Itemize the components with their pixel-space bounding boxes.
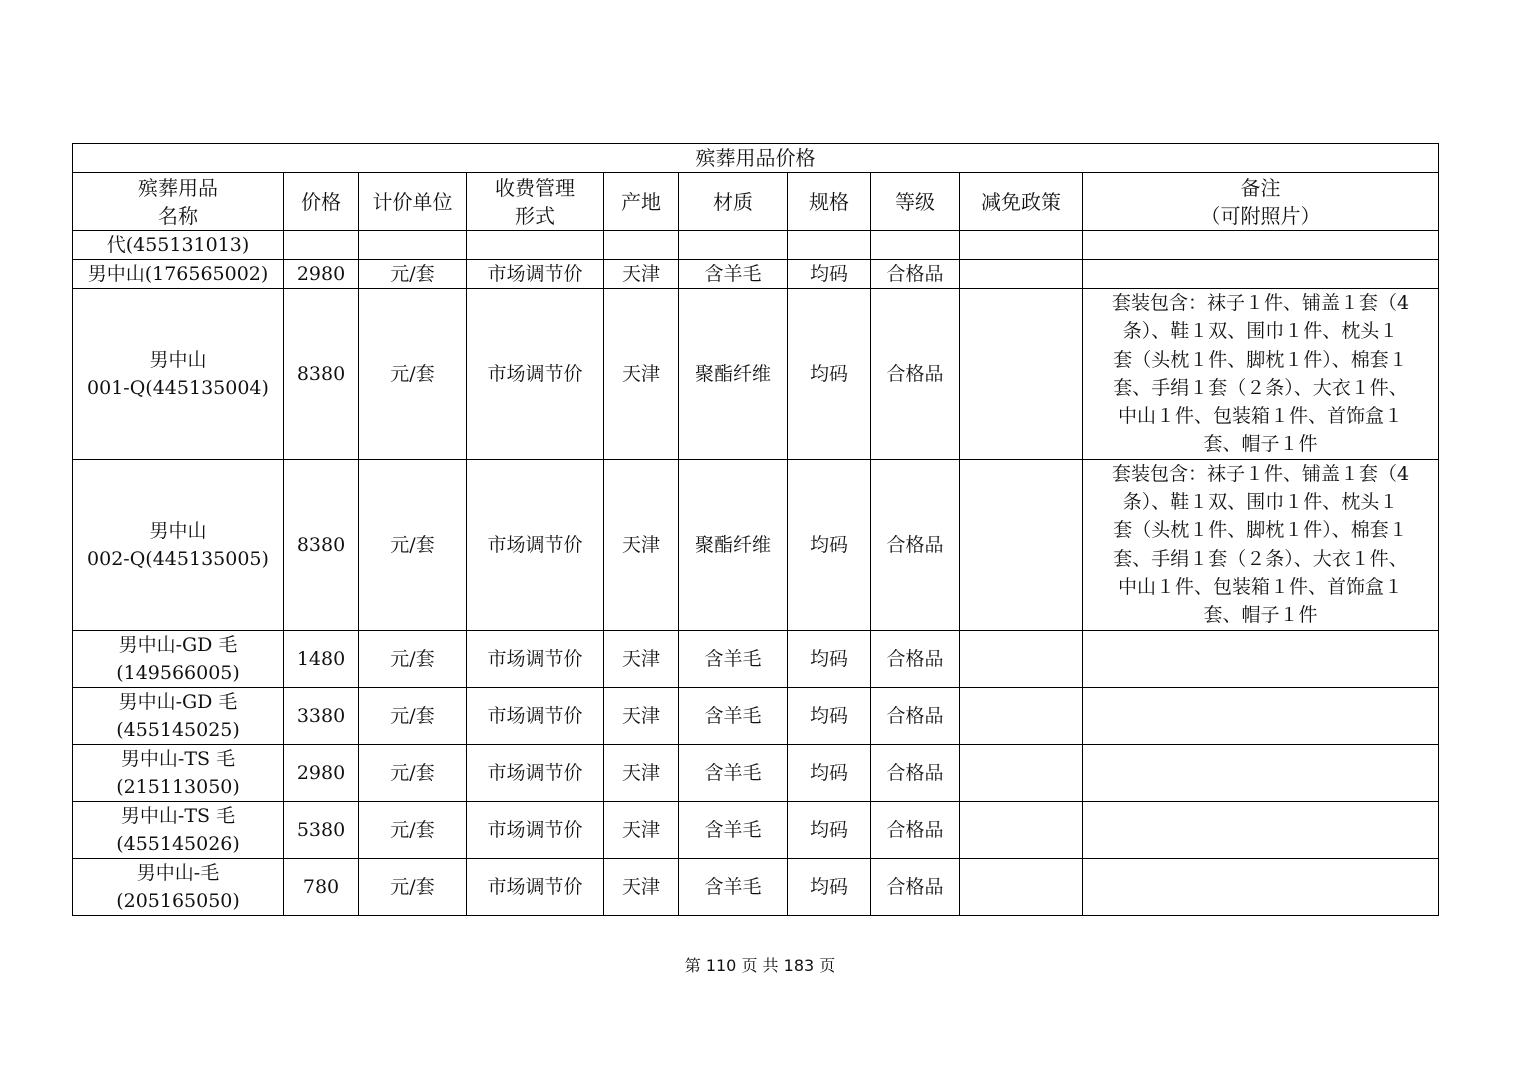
- cell-origin: 天津: [604, 687, 679, 744]
- cell-fee: 市场调节价: [467, 858, 604, 915]
- cell-grade: 合格品: [871, 744, 960, 801]
- remark-line: 套（头枕１件、脚枕１件）、棉套１: [1113, 519, 1408, 542]
- remark-line: 套、帽子１件: [1203, 604, 1318, 627]
- cell-remark: [1083, 260, 1439, 289]
- cell-policy: [960, 858, 1083, 915]
- cell-name-line1: 男中山-GD 毛: [118, 690, 238, 713]
- footer-prefix: 第: [684, 956, 701, 975]
- cell-name-line2: (455145025): [116, 718, 240, 741]
- cell-unit: 元/套: [359, 801, 467, 858]
- cell-name-line1: 男中山-GD 毛: [118, 633, 238, 656]
- cell-origin: 天津: [604, 630, 679, 687]
- cell-fee: 市场调节价: [467, 289, 604, 460]
- remark-line: 中山１件、包装箱１件、首饰盒１: [1118, 405, 1404, 428]
- cell-unit: 元/套: [359, 630, 467, 687]
- cell-price: 5380: [284, 801, 359, 858]
- cell-name-line1: 男中山: [149, 348, 207, 371]
- cell-grade: 合格品: [871, 801, 960, 858]
- cell-spec: 均码: [788, 260, 871, 289]
- header-remark: [1083, 173, 1439, 231]
- cell-remark: [1083, 858, 1439, 915]
- cell-fee: 市场调节价: [467, 687, 604, 744]
- cell-origin: [604, 231, 679, 260]
- remark-line: 套、手绢１套（２条）、大衣１件、: [1113, 376, 1408, 399]
- cell-name-line2: (205165050): [116, 889, 240, 912]
- header-name: [73, 173, 284, 231]
- cell-price: 3380: [284, 687, 359, 744]
- footer-current-page: 110: [705, 956, 737, 975]
- cell-material: 含羊毛: [679, 687, 788, 744]
- header-grade: 等级: [871, 173, 960, 231]
- table-row: [73, 801, 1439, 858]
- cell-spec: 均码: [788, 858, 871, 915]
- header-spec: 规格: [788, 173, 871, 231]
- cell-policy: [960, 459, 1083, 630]
- cell-name-line1: 男中山: [149, 519, 207, 542]
- remark-line: 套装包含：袜子１件、铺盖１套（4: [1112, 462, 1410, 485]
- cell-name-line2: (455145026): [116, 832, 240, 855]
- cell-grade: 合格品: [871, 630, 960, 687]
- header-name-line2: 名称: [158, 203, 198, 228]
- cell-origin: 天津: [604, 289, 679, 460]
- cell-remark: [1083, 459, 1439, 630]
- table-header-row: [73, 173, 1439, 231]
- cell-grade: [871, 231, 960, 260]
- header-fee-line2: 形式: [515, 203, 555, 228]
- header-remark-line2: （可附照片）: [1200, 203, 1321, 228]
- cell-origin: 天津: [604, 801, 679, 858]
- cell-material: [679, 231, 788, 260]
- header-remark-line1: 备注: [1240, 175, 1281, 200]
- cell-remark: [1083, 744, 1439, 801]
- header-fee-form: [467, 173, 604, 231]
- cell-policy: [960, 231, 1083, 260]
- cell-price: [284, 231, 359, 260]
- remark-line: 条）、鞋１双、围巾１件、枕头１: [1122, 491, 1399, 514]
- cell-name-line1: 男中山(176565002): [87, 263, 269, 285]
- footer-suffix: 页: [819, 956, 836, 975]
- cell-fee: [467, 231, 604, 260]
- cell-grade: 合格品: [871, 687, 960, 744]
- footer-middle: 页 共: [741, 956, 779, 975]
- cell-material: 聚酯纤维: [679, 459, 788, 630]
- cell-unit: 元/套: [359, 687, 467, 744]
- cell-unit: 元/套: [359, 260, 467, 289]
- cell-material: 含羊毛: [679, 858, 788, 915]
- table-row: [73, 744, 1439, 801]
- cell-price: 780: [284, 858, 359, 915]
- cell-policy: [960, 289, 1083, 460]
- cell-material: 含羊毛: [679, 260, 788, 289]
- table-title: 殡葬用品价格: [73, 144, 1439, 173]
- cell-policy: [960, 687, 1083, 744]
- cell-grade: 合格品: [871, 260, 960, 289]
- cell-grade: 合格品: [871, 459, 960, 630]
- header-name-line1: 殡葬用品: [138, 175, 218, 200]
- remark-line: 条）、鞋１双、围巾１件、枕头１: [1122, 320, 1399, 343]
- cell-origin: 天津: [604, 744, 679, 801]
- cell-price: 2980: [284, 260, 359, 289]
- table-title-row: [73, 144, 1439, 173]
- cell-spec: 均码: [788, 630, 871, 687]
- cell-unit: 元/套: [359, 459, 467, 630]
- cell-unit: 元/套: [359, 744, 467, 801]
- cell-name-line2: 001-Q(445135004): [87, 376, 269, 399]
- cell-name-line2: 002-Q(445135005): [87, 547, 269, 570]
- remark-line: 套、手绢１套（２条）、大衣１件、: [1113, 547, 1408, 570]
- cell-name: [73, 801, 284, 858]
- cell-material: 聚酯纤维: [679, 289, 788, 460]
- table-row: [73, 858, 1439, 915]
- cell-name: [73, 231, 284, 260]
- cell-name-line1: 男中山-毛: [136, 861, 220, 884]
- header-policy: 减免政策: [960, 173, 1083, 231]
- cell-policy: [960, 630, 1083, 687]
- cell-fee: 市场调节价: [467, 744, 604, 801]
- cell-origin: 天津: [604, 858, 679, 915]
- header-origin: 产地: [604, 173, 679, 231]
- footer-total-pages: 183: [783, 956, 815, 975]
- cell-name-line1: 男中山-TS 毛: [120, 747, 236, 770]
- cell-remark: [1083, 231, 1439, 260]
- header-price: 价格: [284, 173, 359, 231]
- cell-spec: 均码: [788, 459, 871, 630]
- cell-policy: [960, 260, 1083, 289]
- cell-spec: 均码: [788, 801, 871, 858]
- cell-name: [73, 630, 284, 687]
- table-row: [73, 231, 1439, 260]
- cell-name-line1: 男中山-TS 毛: [120, 804, 236, 827]
- cell-name: [73, 858, 284, 915]
- cell-fee: 市场调节价: [467, 801, 604, 858]
- cell-spec: 均码: [788, 687, 871, 744]
- cell-material: 含羊毛: [679, 744, 788, 801]
- cell-name-line2: (149566005): [116, 661, 240, 684]
- funeral-goods-price-table: [72, 143, 1439, 916]
- remark-line: 中山１件、包装箱１件、首饰盒１: [1118, 575, 1404, 598]
- remark-line: 套（头枕１件、脚枕１件）、棉套１: [1113, 348, 1408, 371]
- cell-spec: 均码: [788, 744, 871, 801]
- cell-price: 8380: [284, 459, 359, 630]
- cell-grade: 合格品: [871, 289, 960, 460]
- table-row: [73, 630, 1439, 687]
- table-row: [73, 687, 1439, 744]
- table-row: [73, 459, 1439, 630]
- cell-name: [73, 687, 284, 744]
- cell-remark: [1083, 289, 1439, 460]
- cell-unit: 元/套: [359, 289, 467, 460]
- cell-origin: 天津: [604, 260, 679, 289]
- page-footer: [0, 953, 1520, 976]
- cell-name: [73, 289, 284, 460]
- header-fee-line1: 收费管理: [495, 175, 575, 200]
- cell-price: 2980: [284, 744, 359, 801]
- cell-policy: [960, 744, 1083, 801]
- cell-name: [73, 459, 284, 630]
- cell-unit: 元/套: [359, 858, 467, 915]
- cell-origin: 天津: [604, 459, 679, 630]
- header-unit: 计价单位: [359, 173, 467, 231]
- cell-name-line2: (215113050): [116, 775, 240, 798]
- cell-price: 1480: [284, 630, 359, 687]
- cell-grade: 合格品: [871, 858, 960, 915]
- cell-name: [73, 260, 284, 289]
- cell-fee: 市场调节价: [467, 260, 604, 289]
- cell-price: 8380: [284, 289, 359, 460]
- cell-remark: [1083, 687, 1439, 744]
- table-row: [73, 260, 1439, 289]
- cell-policy: [960, 801, 1083, 858]
- remark-line: 套装包含：袜子１件、铺盖１套（4: [1112, 292, 1410, 314]
- table-row: [73, 289, 1439, 460]
- cell-spec: 均码: [788, 289, 871, 460]
- cell-fee: 市场调节价: [467, 630, 604, 687]
- header-material: 材质: [679, 173, 788, 231]
- cell-material: 含羊毛: [679, 801, 788, 858]
- cell-remark: [1083, 630, 1439, 687]
- cell-unit: [359, 231, 467, 260]
- remark-line: 套、帽子１件: [1203, 433, 1318, 456]
- cell-spec: [788, 231, 871, 260]
- cell-material: 含羊毛: [679, 630, 788, 687]
- cell-fee: 市场调节价: [467, 459, 604, 630]
- cell-remark: [1083, 801, 1439, 858]
- cell-name: [73, 744, 284, 801]
- cell-name-line1: 代(455131013): [106, 234, 250, 256]
